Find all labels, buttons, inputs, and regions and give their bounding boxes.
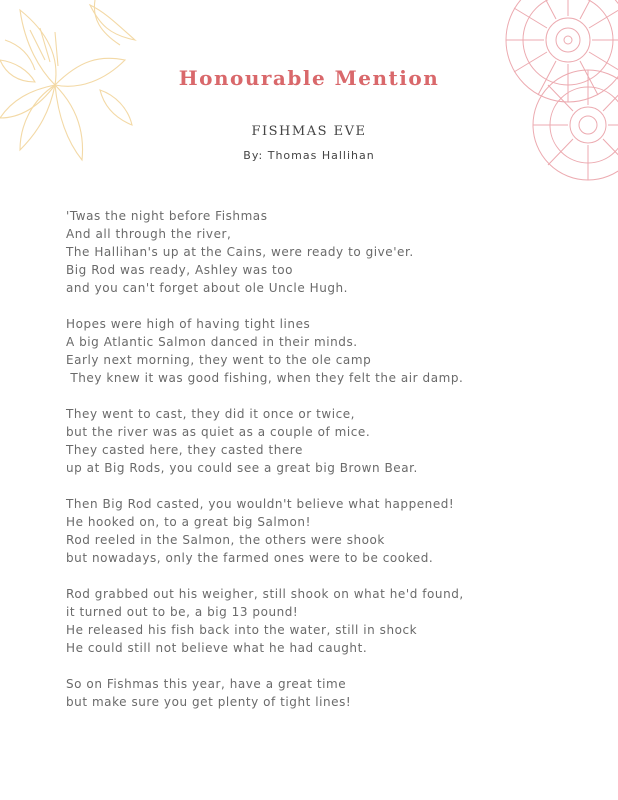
poem-line: They casted here, they casted there [66, 443, 303, 457]
poem-line: Hopes were high of having tight lines [66, 317, 311, 331]
poem-line: but make sure you get plenty of tight lines! [66, 695, 352, 709]
poem-line: and you can't forget about ole Uncle Hugh. [66, 281, 349, 295]
poem-line: but nowadays, only the farmed ones were to be cooked. [66, 551, 434, 565]
poem-line: They knew it was good fishing, when they felt the air damp. [66, 371, 464, 385]
award-heading: Honourable Mention [178, 66, 440, 90]
stanza [66, 405, 464, 477]
poem-body [66, 207, 464, 729]
poem-line: He could still not believe what he had caught. [66, 641, 368, 655]
poem-line: Rod grabbed out his weigher, still shook on what he'd found, [66, 587, 464, 601]
poem-line: And all through the river, [66, 227, 232, 241]
poem-line: So on Fishmas this year, have a great time [66, 677, 347, 691]
author-byline: By: Thomas Hallihan [243, 149, 375, 162]
poem-line: He released his fish back into the water, still in shock [66, 623, 418, 637]
poem-line: Early next morning, they went to the ole camp [66, 353, 372, 367]
poem-line: Then Big Rod casted, you wouldn't believe what happened! [66, 497, 455, 511]
poem-line: up at Big Rods, you could see a great big Brown Bear. [66, 461, 418, 475]
poem-line: Rod reeled in the Salmon, the others were shook [66, 533, 385, 547]
poem-line: A big Atlantic Salmon danced in their minds. [66, 335, 358, 349]
stanza [66, 675, 464, 711]
poem-line: He hooked on, to a great big Salmon! [66, 515, 311, 529]
poem-line: Big Rod was ready, Ashley was too [66, 263, 294, 277]
stanza [66, 207, 464, 297]
poem-line: The Hallihan's up at the Cains, were ready to give'er. [66, 245, 414, 259]
stanza [66, 495, 464, 567]
poem-line: They went to cast, they did it once or twice, [66, 407, 356, 421]
poem-line: 'Twas the night before Fishmas [66, 209, 268, 223]
stanza [66, 585, 464, 657]
stanza [66, 315, 464, 387]
poem-line: but the river was as quiet as a couple of mice. [66, 425, 371, 439]
poem-line: it turned out to be, a big 13 pound! [66, 605, 299, 619]
poem-title: FISHMAS EVE [251, 124, 367, 139]
